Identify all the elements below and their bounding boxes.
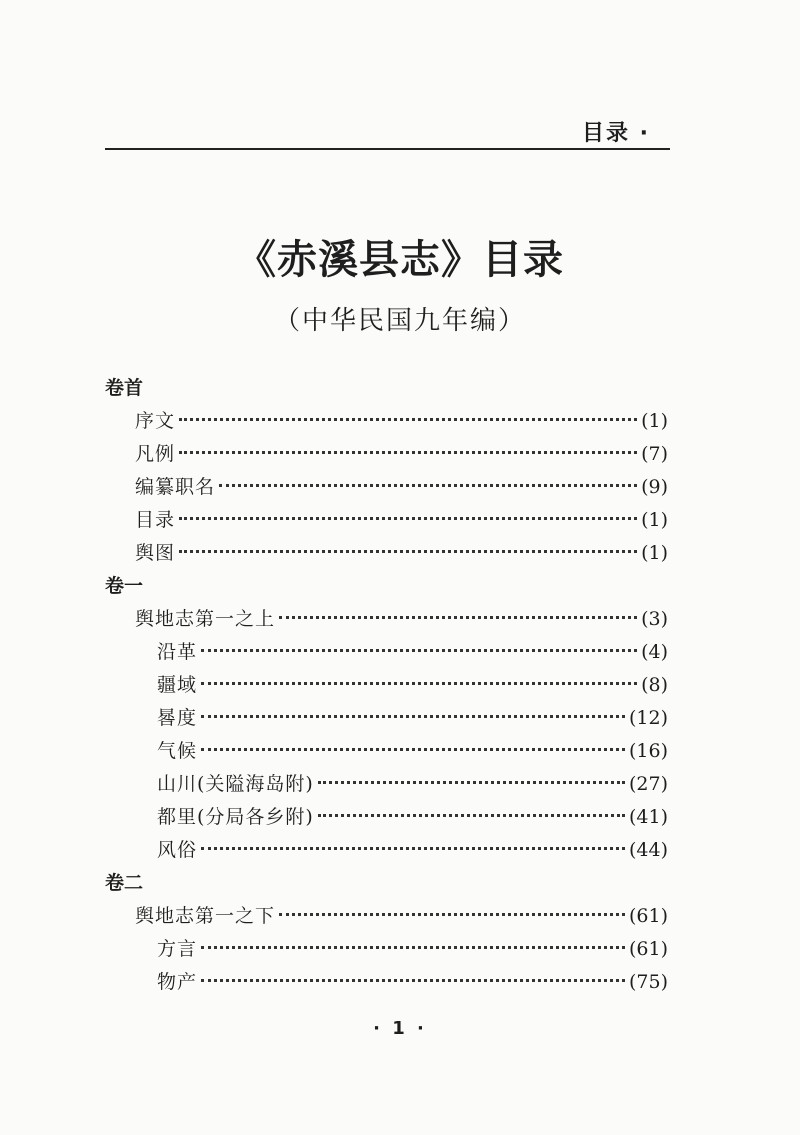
toc-entry-page: (16) bbox=[628, 740, 668, 762]
toc-entry-label: 都里(分局各乡附) bbox=[157, 806, 314, 828]
dot-leader bbox=[219, 484, 637, 487]
toc-entry-page: (8) bbox=[641, 674, 668, 696]
toc-subentry[interactable] bbox=[105, 801, 668, 834]
toc-entry-label: 舆图 bbox=[135, 542, 176, 564]
dot-leader bbox=[201, 748, 625, 751]
dot-leader bbox=[279, 616, 637, 619]
volume-heading: 卷首 bbox=[105, 377, 144, 399]
page-subtitle: （中华民国九年编） bbox=[273, 306, 526, 336]
toc-entry[interactable] bbox=[105, 603, 668, 636]
toc-entry-page: (9) bbox=[641, 476, 668, 498]
toc-entry-page: (4) bbox=[641, 641, 668, 663]
toc-entry-label: 方言 bbox=[157, 938, 198, 960]
toc-entry-label: 凡例 bbox=[135, 443, 176, 465]
dot-leader bbox=[179, 550, 637, 553]
toc-entry-page: (1) bbox=[641, 509, 668, 531]
toc-entry-label: 疆域 bbox=[157, 674, 198, 696]
toc-entry-page: (1) bbox=[641, 410, 668, 432]
toc-entry-label: 序文 bbox=[135, 410, 176, 432]
toc-subentry[interactable] bbox=[105, 834, 668, 867]
toc-entry-label: 舆地志第一之下 bbox=[135, 905, 276, 927]
table-of-contents bbox=[105, 372, 668, 999]
page-number: · 1 · bbox=[373, 1018, 427, 1039]
toc-entry-label: 目录 bbox=[135, 509, 176, 531]
toc-entry[interactable] bbox=[105, 504, 668, 537]
toc-entry-page: (61) bbox=[628, 938, 668, 960]
toc-entry-label: 编纂职名 bbox=[135, 476, 216, 498]
toc-entry-page: (61) bbox=[628, 905, 668, 927]
toc-subentry[interactable] bbox=[105, 702, 668, 735]
toc-entry[interactable] bbox=[105, 537, 668, 570]
toc-subentry[interactable] bbox=[105, 933, 668, 966]
toc-subentry[interactable] bbox=[105, 669, 668, 702]
toc-entry-label: 物产 bbox=[157, 971, 198, 993]
dot-leader bbox=[201, 715, 625, 718]
toc-entry-page: (75) bbox=[628, 971, 668, 993]
toc-entry-page: (12) bbox=[628, 707, 668, 729]
toc-subentry[interactable] bbox=[105, 636, 668, 669]
toc-entry-page: (1) bbox=[641, 542, 668, 564]
toc-entry-page: (7) bbox=[641, 443, 668, 465]
dot-leader bbox=[179, 418, 637, 421]
toc-entry[interactable] bbox=[105, 471, 668, 504]
toc-entry-page: (44) bbox=[628, 839, 668, 861]
toc-subentry[interactable] bbox=[105, 735, 668, 768]
dot-leader bbox=[179, 451, 637, 454]
dot-leader bbox=[279, 913, 625, 916]
dot-leader bbox=[201, 946, 625, 949]
dot-leader bbox=[201, 649, 637, 652]
toc-entry-label: 舆地志第一之上 bbox=[135, 608, 276, 630]
toc-entry[interactable] bbox=[105, 438, 668, 471]
toc-entry[interactable] bbox=[105, 900, 668, 933]
header-rule bbox=[105, 148, 670, 150]
toc-entry-label: 沿革 bbox=[157, 641, 198, 663]
dot-leader bbox=[318, 814, 625, 817]
toc-entry-label: 风俗 bbox=[157, 839, 198, 861]
toc-entry-page: (3) bbox=[641, 608, 668, 630]
dot-leader bbox=[318, 781, 625, 784]
dot-leader bbox=[179, 517, 637, 520]
toc-entry[interactable] bbox=[105, 405, 668, 438]
running-head: 目录 · bbox=[581, 121, 650, 146]
page-title: 《赤溪县志》目录 bbox=[236, 237, 564, 283]
toc-entry-page: (41) bbox=[628, 806, 668, 828]
toc-entry-page: (27) bbox=[628, 773, 668, 795]
dot-leader bbox=[201, 979, 625, 982]
dot-leader bbox=[201, 682, 637, 685]
toc-entry-label: 气候 bbox=[157, 740, 198, 762]
dot-leader bbox=[201, 847, 625, 850]
toc-entry-label: 晷度 bbox=[157, 707, 198, 729]
volume-heading: 卷二 bbox=[105, 872, 144, 894]
volume-heading: 卷一 bbox=[105, 575, 144, 597]
toc-subentry[interactable] bbox=[105, 966, 668, 999]
toc-subentry[interactable] bbox=[105, 768, 668, 801]
toc-entry-label: 山川(关隘海岛附) bbox=[157, 773, 314, 795]
